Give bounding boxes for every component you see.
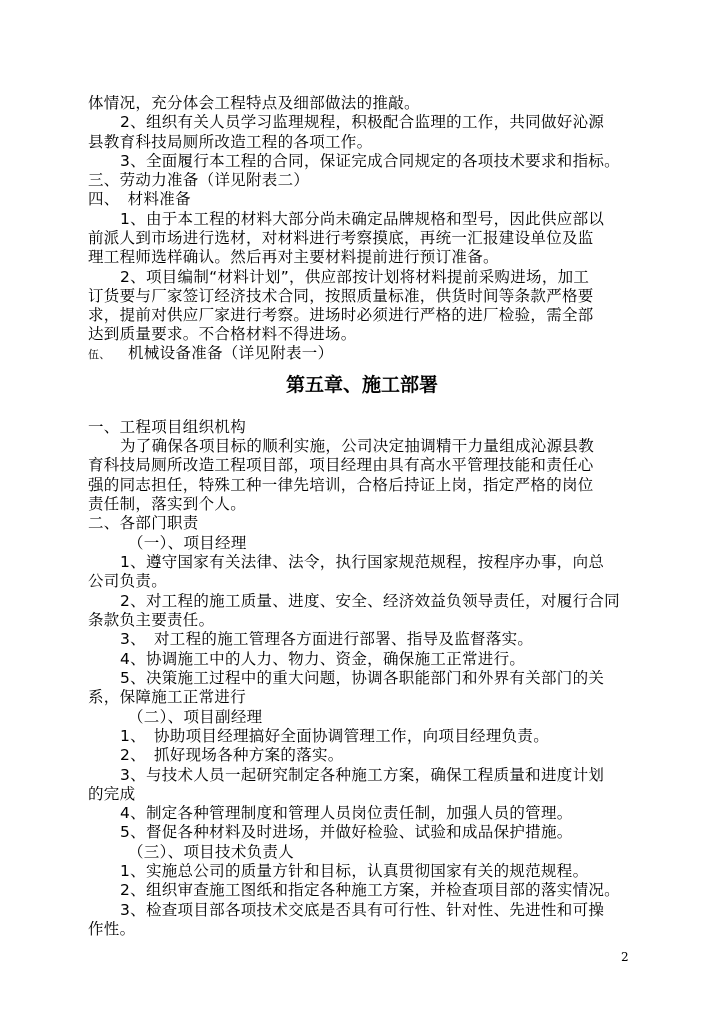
text-line: 前派人到市场进行选材，对材料进行考察摸底，再统一汇报建设单位及监 [88,229,594,247]
text-line: 的完成 [88,785,136,803]
text-line: 2、项目编制“材料计划”，供应部按计划将材料提前采购进场，加工 [120,268,590,286]
text-line: 1、遵守国家有关法律、法令，执行国家规范规程，按程序办事，向总 [120,553,605,571]
text-line: 1、由于本工程的材料大部分尚未确定品牌规格和型号，因此供应部以 [120,210,605,228]
text-line: 机械设备准备（详见附表一） [128,344,334,362]
text-line: 4、协调施工中的人力、物力、资金，确保施工正常进行。 [120,650,526,668]
text-line: 达到质量要求。不合格材料不得进场。 [88,325,357,343]
text-line: 作性。 [88,920,136,938]
text-line: （三）、项目技术负责人 [128,843,295,861]
text-line: 1、实施总公司的质量方针和目标，认真贯彻国家有关的规范规程。 [120,862,589,880]
text-line: （一）、项目经理 [128,534,247,552]
page-number: 2 [621,950,629,964]
text-line: 4、制定各种管理制度和管理人员岗位责任制，加强人员的管理。 [120,804,573,822]
text-line: 理工程师选样确认。然后再对主要材料提前进行预订准备。 [88,248,499,266]
text-line: 2、 抓好现场各种方案的落实。 [120,746,344,764]
text-line: 1、 协助项目经理搞好全面协调管理工作，向项目经理负责。 [120,727,550,745]
text-line: 系，保障施工正常进行 [88,688,247,706]
chapter-heading: 第五章、施工部署 [285,374,438,396]
text-line: 2、组织有关人员学习监理规程，积极配合监理的工作，共同做好沁源 [120,113,605,131]
text-line: 求，提前对供应厂家进行考察。进场时必须进行严格的进厂检验，需全部 [88,306,594,324]
text-line: 三、劳动力准备（详见附表二） [88,171,310,189]
text-line: 5、决策施工过程中的重大问题，协调各职能部门和外界有关部门的关 [120,669,605,687]
text-line: 体情况，充分体会工程特点及细部做法的推敲。 [88,94,420,112]
text-line: 3、全面履行本工程的合同，保证完成合同规定的各项技术要求和指标。 [120,152,620,170]
text-line: （二）、项目副经理 [128,708,263,726]
text-line: 订货要与厂家签订经济技术合同，按照质量标准，供货时间等条款严格要 [88,287,594,305]
text-line: 强的同志担任，特殊工种一律先培训，合格后持证上岗，指定严格的岗位 [88,476,594,494]
text-line: 条款负主要责任。 [88,611,215,629]
text-line: 3、 对工程的施工管理各方面进行部署、指导及监督落实。 [120,630,534,648]
text-line: 县教育科技局厕所改造工程的各项工作。 [88,133,373,151]
text-line: 二、各部门职责 [88,514,199,532]
text-line: 3、检查项目部各项技术交底是否具有可行性、针对性、先进性和可操 [120,901,605,919]
text-line: 一、工程项目组织机构 [88,418,247,436]
text-line: 2、组织审查施工图纸和指定各种施工方案，并检查项目部的落实情况。 [120,881,620,899]
text-line: 公司负责。 [88,572,168,590]
text-line: 为了确保各项目标的顺利实施，公司决定抽调精干力量组成沁源县教 [120,437,595,455]
text-line: 育科技局厕所改造工程项目部，项目经理由具有高水平管理技能和责任心 [88,456,594,474]
section-number: 伍、 [88,348,111,361]
text-line: 3、与技术人员一起研究制定各种施工方案，确保工程质量和进度计划 [120,766,605,784]
text-line: 四、 材料准备 [88,190,191,208]
text-line: 2、对工程的施工质量、进度、安全、经济效益负领导责任，对履行合同 [120,592,620,610]
text-line: 5、督促各种材料及时进场，并做好检验、试验和成品保护措施。 [120,823,573,841]
text-line: 责任制，落实到个人。 [88,495,247,513]
